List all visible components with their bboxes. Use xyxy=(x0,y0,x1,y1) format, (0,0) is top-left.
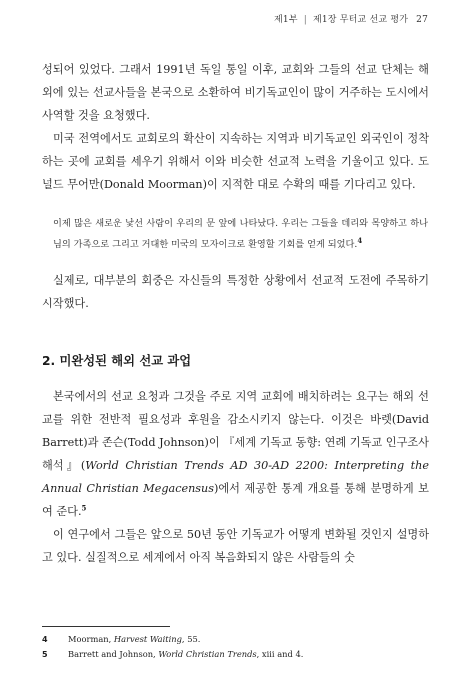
footnote-5 xyxy=(42,647,432,662)
footnote-title: World Christian Trends xyxy=(158,649,257,659)
footnote-author: Barrett and Johnson, xyxy=(68,649,159,659)
paragraph-3: 실제로, 대부분의 회중은 자신들의 특정한 상황에서 선교적 도전에 주목하기 시작했다. xyxy=(42,274,429,310)
header-part: 제1부 xyxy=(274,15,298,25)
footnote-divider xyxy=(42,626,170,627)
footnote-rest: , 55. xyxy=(181,634,201,644)
footnote-rest: , xiii and 4. xyxy=(256,649,304,659)
running-header xyxy=(274,12,428,25)
paragraph-4-text-a: 본국에서의 선교 요청과 그것을 주로 지역 교회에 배치하려는 요구는 해외 선교를 위한 전반적 필요성과 후원을 감소시키지 않는다. 이것은 바렛(David Barrett)과 존슨(Todd Johnson)이 『세계 기독교 동향: 연례 기독교 인구조사 해석』( xyxy=(42,390,429,472)
paragraph-5: 이 연구에서 그들은 앞으로 50년 동안 기독교가 어떻게 변화될 것인지 설명하고 있다. 실질적으로 세계에서 아직 복음화되지 않은 사람들의 숫 xyxy=(42,528,429,564)
page-number: 27 xyxy=(416,15,428,25)
paragraph-1: 성되어 있었다. 그래서 1991년 독일 통일 이후, 교회와 그들의 선교 단체는 해외에 있는 선교사들을 본국으로 소환하여 비기독교인이 많이 거주하는 도시에서 사역할 것을 요청했다. xyxy=(42,63,429,122)
block-quote xyxy=(53,213,428,255)
footnote-title: Harvest Waiting xyxy=(113,634,182,644)
footnote-ref-4: 4 xyxy=(357,235,363,245)
header-separator: | xyxy=(303,15,307,25)
page-body xyxy=(42,58,429,569)
header-chapter: 제1장 무터교 선교 평가 xyxy=(312,15,409,25)
paragraph-4-text-b: )에서 제공한 통계 개요를 통해 분명하게 보여 준다. xyxy=(42,482,429,518)
footnote-author: Moorman, xyxy=(68,634,114,644)
book-title-italic: World Christian Trends AD 30-AD 2200: Interpreting the Annual Christian Megacensus xyxy=(42,459,429,495)
footnotes xyxy=(42,632,432,662)
footnote-number: 5 xyxy=(42,650,48,659)
footnote-number: 4 xyxy=(42,635,48,644)
block-quote-text: 이제 많은 새로운 낯선 사람이 우리의 문 앞에 나타났다. 우리는 그들을 데리와 목양하고 하나님의 가족으로 그리고 거대한 미국의 모자이크로 환영할 기회를 얻게 되었다. xyxy=(53,218,428,250)
footnote-ref-5: 5 xyxy=(81,503,87,513)
paragraph-4 xyxy=(42,385,429,523)
paragraph-2: 미국 전역에서도 교회로의 확산이 지속하는 지역과 비기독교인 외국인이 정착하는 곳에 교회를 세우기 위해서 이와 비슷한 선교적 노력을 기울이고 있다. 도널드 무어만(Donald Moorman)이 지적한 대로 수확의 때를 기다리고 있다. xyxy=(42,132,429,191)
section-heading: 2. 미완성된 해외 선교 과업 xyxy=(42,354,192,368)
footnote-4 xyxy=(42,632,432,647)
